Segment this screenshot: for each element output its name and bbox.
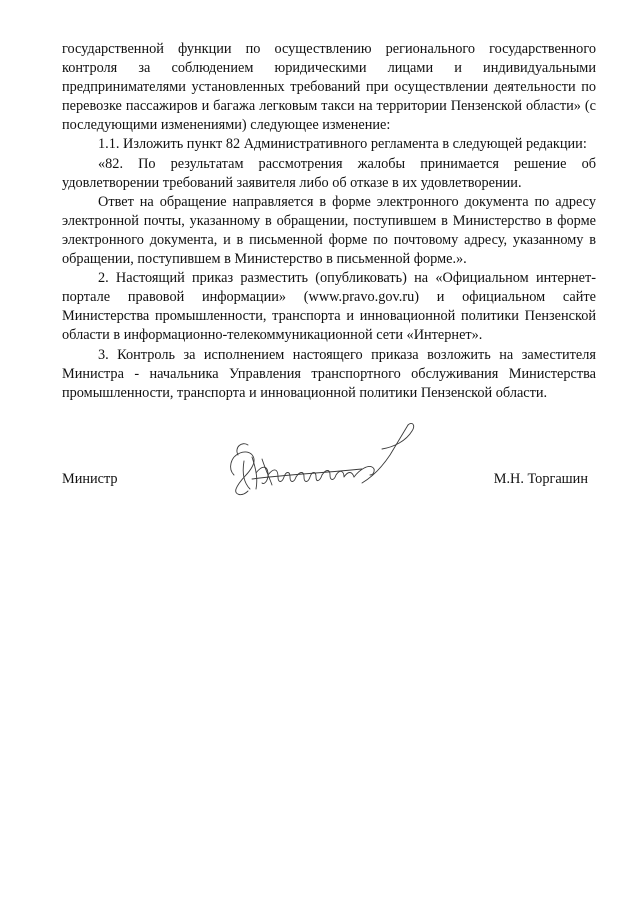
handwritten-signature (222, 417, 422, 507)
paragraph-item-3: 3. Контроль за исполнением настоящего приказа возложить на заместителя Министра - начальника Управления транспортного обслуживания Министерства промышленности, транспорта и инновационной политики Пензенской области. (62, 346, 596, 401)
paragraph-clause-82: «82. По результатам рассмотрения жалобы принимается решение об удовлетворении требований заявителя либо об отказе в их удовлетворении. (62, 155, 596, 191)
document-body (62, 40, 596, 403)
paragraph-item-1-1: 1.1. Изложить пункт 82 Административного регламента в следующей редакции: (98, 136, 587, 153)
paragraph-item-2: 2. Настоящий приказ разместить (опубликовать) на «Официальном интернет-портале правовой информации» (www.pravo.gov.ru) и официальном сайте Министерства промышленности, транспорта и инновационной политики Пензенской области в информационно-телекоммуникационной сети «Интернет». (62, 270, 596, 344)
paragraph-response-form: Ответ на обращение направляется в форме электронного документа по адресу электронной почты, указанному в обращении, поступившем в Министерство в форме электронного документа, и в письменной форме по почтовому адресу, указанному в обращении, поступившем в Министерство в письменной форме.». (62, 193, 596, 268)
signatory-title: Министр (62, 471, 118, 487)
signatory-name: М.Н. Торгашин (493, 471, 588, 487)
paragraph-intro: государственной функции по осуществлению регионального государственного контроля за соблюдением юридическими лицами и индивидуальными предпринимателями установленных требований при осуществлении деятельности по перевозке пассажиров и багажа легковым такси на территории Пензенской области» (с последующими изменениями) следующее изменение: (62, 41, 596, 134)
